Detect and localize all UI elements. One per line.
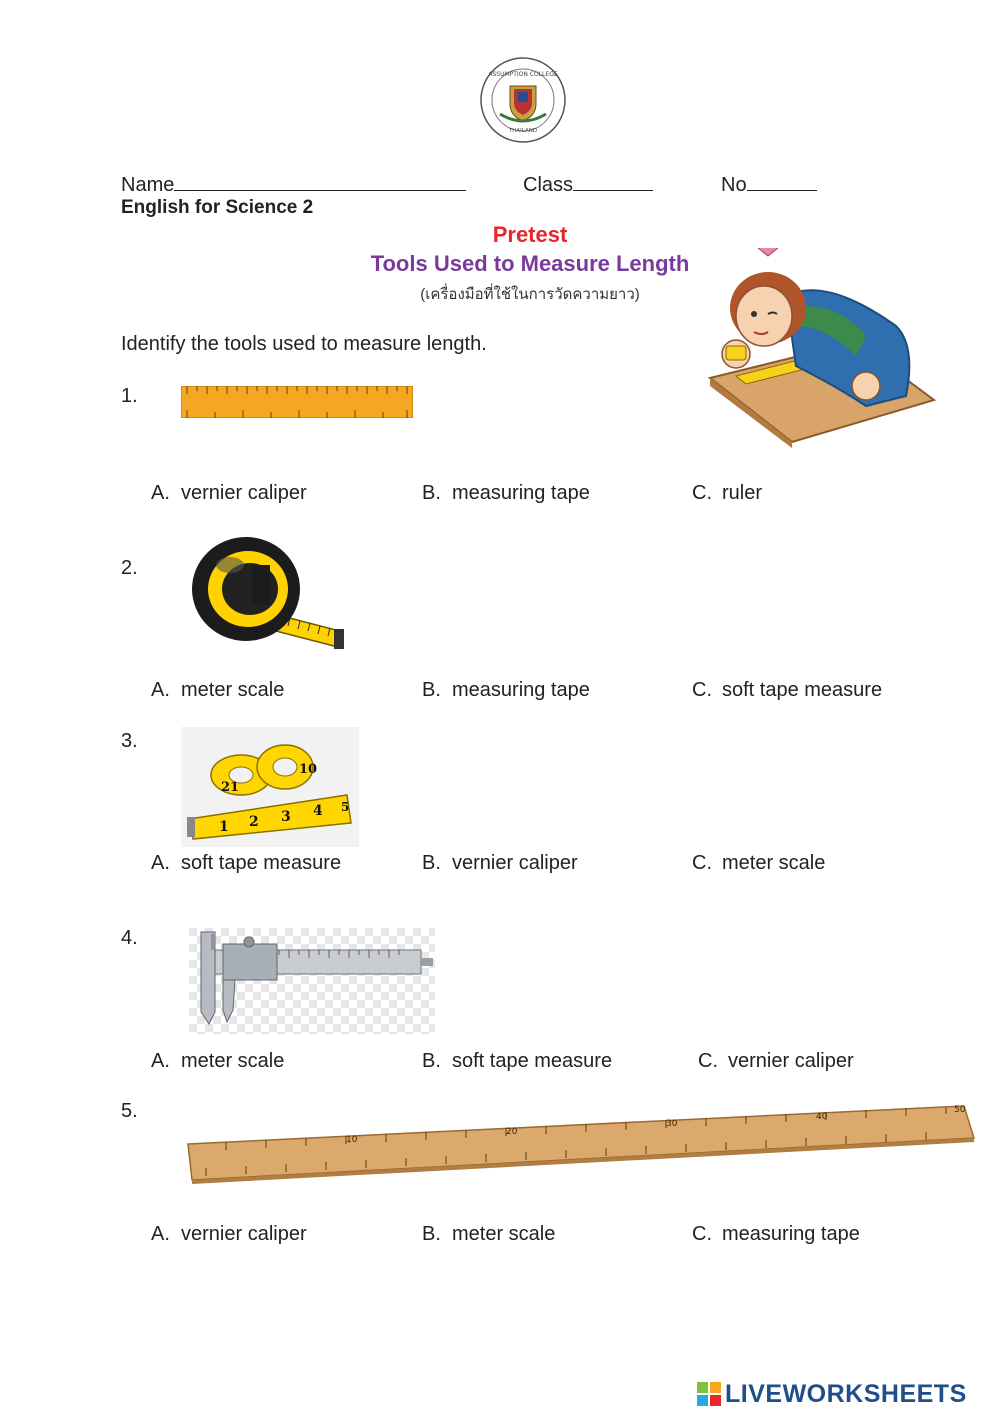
girl-measuring-illustration: [706, 236, 938, 448]
q1-option-b[interactable]: B. measuring tape: [422, 482, 590, 504]
no-label: No: [721, 174, 747, 196]
q3-option-b[interactable]: B. vernier caliper: [422, 852, 578, 874]
liveworksheets-wordmark: LIVEWORKSHEETS: [725, 1380, 967, 1408]
name-blank[interactable]: [174, 172, 466, 191]
q5-option-b[interactable]: B. meter scale: [422, 1223, 556, 1245]
question-2-number: 2.: [121, 557, 138, 579]
q4-option-c[interactable]: C. vernier caliper: [698, 1050, 854, 1072]
q5-option-a[interactable]: A. vernier caliper: [151, 1223, 307, 1245]
soft-tape-label-3: 3: [281, 809, 291, 825]
meter-scale-label-20: 20: [506, 1127, 518, 1137]
meter-scale-label-30: 30: [666, 1119, 678, 1129]
q2-option-b[interactable]: B. measuring tape: [422, 679, 590, 701]
svg-text:ASSUMPTION COLLEGE: ASSUMPTION COLLEGE: [488, 71, 558, 78]
q5-option-c[interactable]: C. measuring tape: [692, 1223, 860, 1245]
q2-option-a[interactable]: A. meter scale: [151, 679, 285, 701]
question-1-number: 1.: [121, 385, 138, 407]
question-5-number: 5.: [121, 1100, 138, 1122]
question-4-number: 4.: [121, 927, 138, 949]
subject-title: English for Science 2: [121, 197, 314, 218]
q4-option-b[interactable]: B. soft tape measure: [422, 1050, 613, 1072]
question-3-number: 3.: [121, 730, 138, 752]
q2-option-c[interactable]: C. soft tape measure: [692, 679, 883, 701]
q3-option-c[interactable]: C. meter scale: [692, 852, 826, 874]
class-blank[interactable]: [573, 172, 653, 191]
name-label: Name: [121, 174, 175, 196]
class-field[interactable]: [523, 172, 653, 197]
thai-subtitle: (เครื่องมือที่ใช้ในการวัดความยาว): [420, 286, 640, 303]
soft-tape-label-21: 21: [221, 780, 240, 795]
soft-tape-label-1: 1: [219, 819, 229, 835]
liveworksheets-logo: [697, 1380, 997, 1408]
meter-scale-label-40: 40: [816, 1112, 828, 1122]
soft-tape-label-10: 10: [299, 762, 318, 777]
q4-option-a[interactable]: A. meter scale: [151, 1050, 285, 1072]
page-title: Tools Used to Measure Length: [370, 251, 690, 276]
soft-tape-label-2: 2: [249, 814, 259, 830]
q1-option-a[interactable]: A. vernier caliper: [151, 482, 307, 504]
class-label: Class: [523, 174, 574, 196]
meter-scale-image: [186, 1104, 976, 1184]
q1-option-c[interactable]: C. ruler: [692, 482, 763, 504]
ruler-image: [181, 386, 413, 418]
meter-scale-label-10: 10: [346, 1135, 358, 1145]
vernier-caliper-image: [189, 928, 435, 1034]
measuring-tape-image: [190, 535, 346, 659]
instruction-text: Identify the tools used to measure length.: [121, 333, 487, 355]
soft-tape-label-4: 4: [313, 803, 323, 819]
meter-scale-label-50: 50: [954, 1105, 966, 1115]
q3-option-a[interactable]: A. soft tape measure: [151, 852, 342, 874]
soft-tape-image: [181, 727, 359, 847]
svg-text:THAILAND: THAILAND: [508, 128, 538, 134]
name-field[interactable]: [121, 172, 466, 197]
pretest-heading: Pretest: [492, 222, 568, 247]
soft-tape-label-5: 5: [341, 800, 350, 814]
liveworksheets-badge-icon: [697, 1382, 721, 1406]
no-blank[interactable]: [747, 172, 817, 191]
no-field[interactable]: [721, 172, 817, 197]
school-seal: [478, 56, 568, 144]
